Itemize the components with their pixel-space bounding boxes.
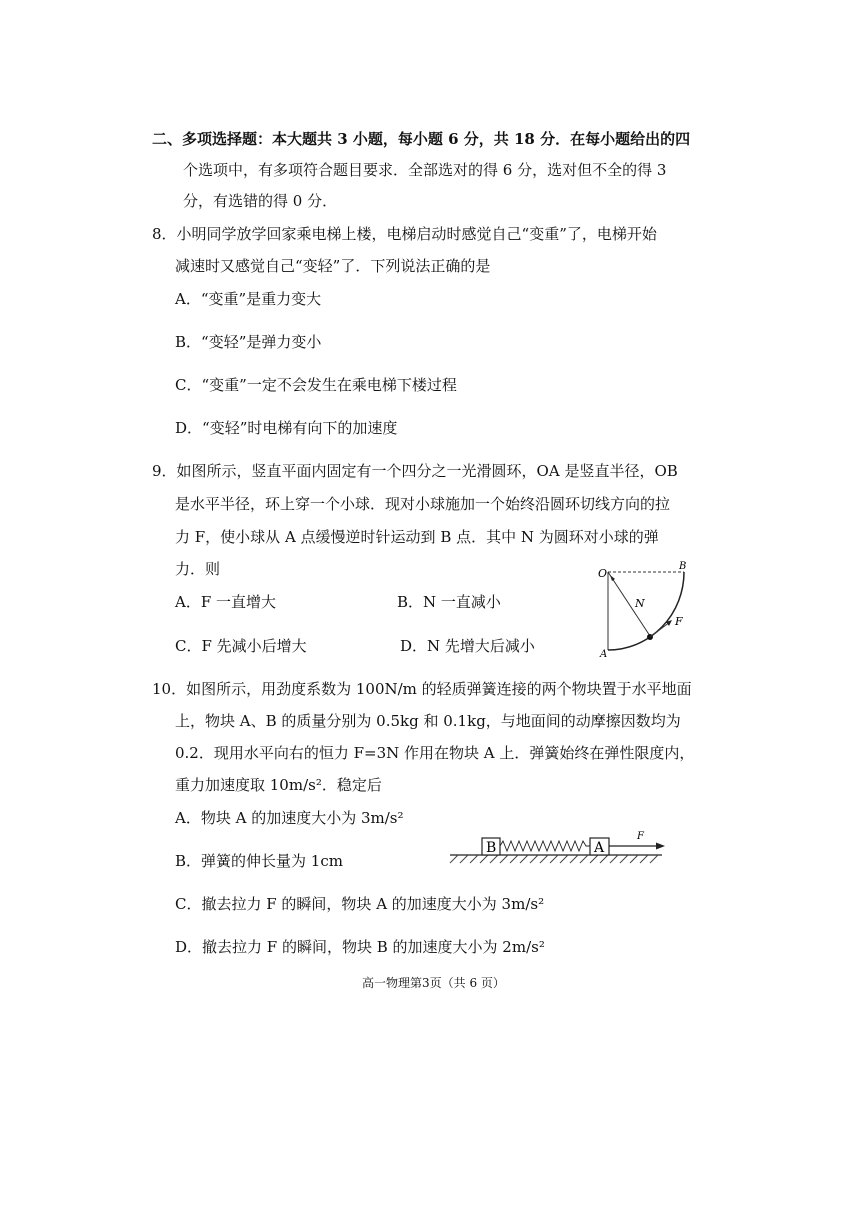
q9-option-c: C．F 先减小后增大 <box>175 637 307 655</box>
block-a-label: A <box>594 840 605 856</box>
q9-option-a: A．F 一直增大 <box>175 593 277 611</box>
force-f-arrowhead <box>656 843 665 850</box>
q8-option-b: B．“变轻”是弹力变小 <box>175 333 322 351</box>
q10-option-b: B．弹簧的伸长量为 1cm <box>175 852 343 870</box>
q10-option-a: A．物块 A 的加速度大小为 3m/s² <box>175 809 404 827</box>
q10-stem-line2: 上，物块 A、B 的质量分别为 0.5kg 和 0.1kg，与地面间的动摩擦因数均为 <box>175 712 681 730</box>
label-b: B <box>679 561 687 572</box>
q9-stem-line4: 力．则 <box>175 560 221 578</box>
section-title-line1: 二、多项选择题：本大题共 3 小题，每小题 6 分，共 18 分．在每小题给出的四 <box>152 130 691 148</box>
q10-option-d: D．撤去拉力 F 的瞬间，物块 B 的加速度大小为 2m/s² <box>175 938 545 956</box>
page-footer: 高一物理第3页（共 6 页） <box>362 976 505 990</box>
q10-stem-line3: 0.2．现用水平向右的恒力 F=3N 作用在物块 A 上．弹簧始终在弹性限度内， <box>175 744 695 762</box>
q8-option-a: A．“变重”是重力变大 <box>175 290 322 308</box>
ground-hatching <box>450 855 658 863</box>
q10-stem-line1: 10．如图所示，用劲度系数为 100N/m 的轻质弹簧连接的两个物块置于水平地面 <box>152 680 692 698</box>
q8-option-d: D．“变轻”时电梯有向下的加速度 <box>175 419 398 437</box>
q9-quarter-ring-figure <box>590 560 700 660</box>
label-a: A <box>600 649 608 660</box>
q9-stem-line2: 是水平半径，环上穿一个小球．现对小球施加一个始终沿圆环切线方向的拉 <box>175 495 671 513</box>
section-title-line2: 个选项中，有多项符合题目要求．全部选对的得 6 分，选对但不全的得 3 <box>183 161 667 179</box>
q9-option-b: B．N 一直减小 <box>397 593 501 611</box>
quarter-ring-arc <box>608 572 684 650</box>
q8-stem-line1: 8．小明同学放学回家乘电梯上楼，电梯启动时感觉自己“变重”了，电梯开始 <box>152 225 657 243</box>
q8-option-c: C．“变重”一定不会发生在乘电梯下楼过程 <box>175 376 457 394</box>
spring <box>500 841 590 851</box>
section-title-line3: 分，有选错的得 0 分． <box>183 192 338 210</box>
q8-stem-line2: 减速时又感觉自己“变轻”了．下列说法正确的是 <box>175 257 491 275</box>
q10-stem-line4: 重力加速度取 10m/s²．稳定后 <box>175 776 382 794</box>
n-force-arrowhead <box>610 575 615 581</box>
label-f: F <box>675 615 683 628</box>
q9-stem-line1: 9．如图所示，竖直平面内固定有一个四分之一光滑圆环，OA 是竖直半径，OB <box>152 462 678 480</box>
label-o: O <box>598 567 608 580</box>
q9-option-d: D．N 先增大后减小 <box>400 637 535 655</box>
label-n: N <box>635 597 645 610</box>
q10-spring-blocks-figure <box>444 826 670 868</box>
block-b-label: B <box>486 840 497 856</box>
force-f-label: F <box>637 831 644 842</box>
f-force-line <box>650 622 670 637</box>
q9-stem-line3: 力 F，使小球从 A 点缓慢逆时针运动到 B 点．其中 N 为圆环对小球的弹 <box>175 528 659 546</box>
q10-option-c: C．撤去拉力 F 的瞬间，物块 A 的加速度大小为 3m/s² <box>175 895 545 913</box>
